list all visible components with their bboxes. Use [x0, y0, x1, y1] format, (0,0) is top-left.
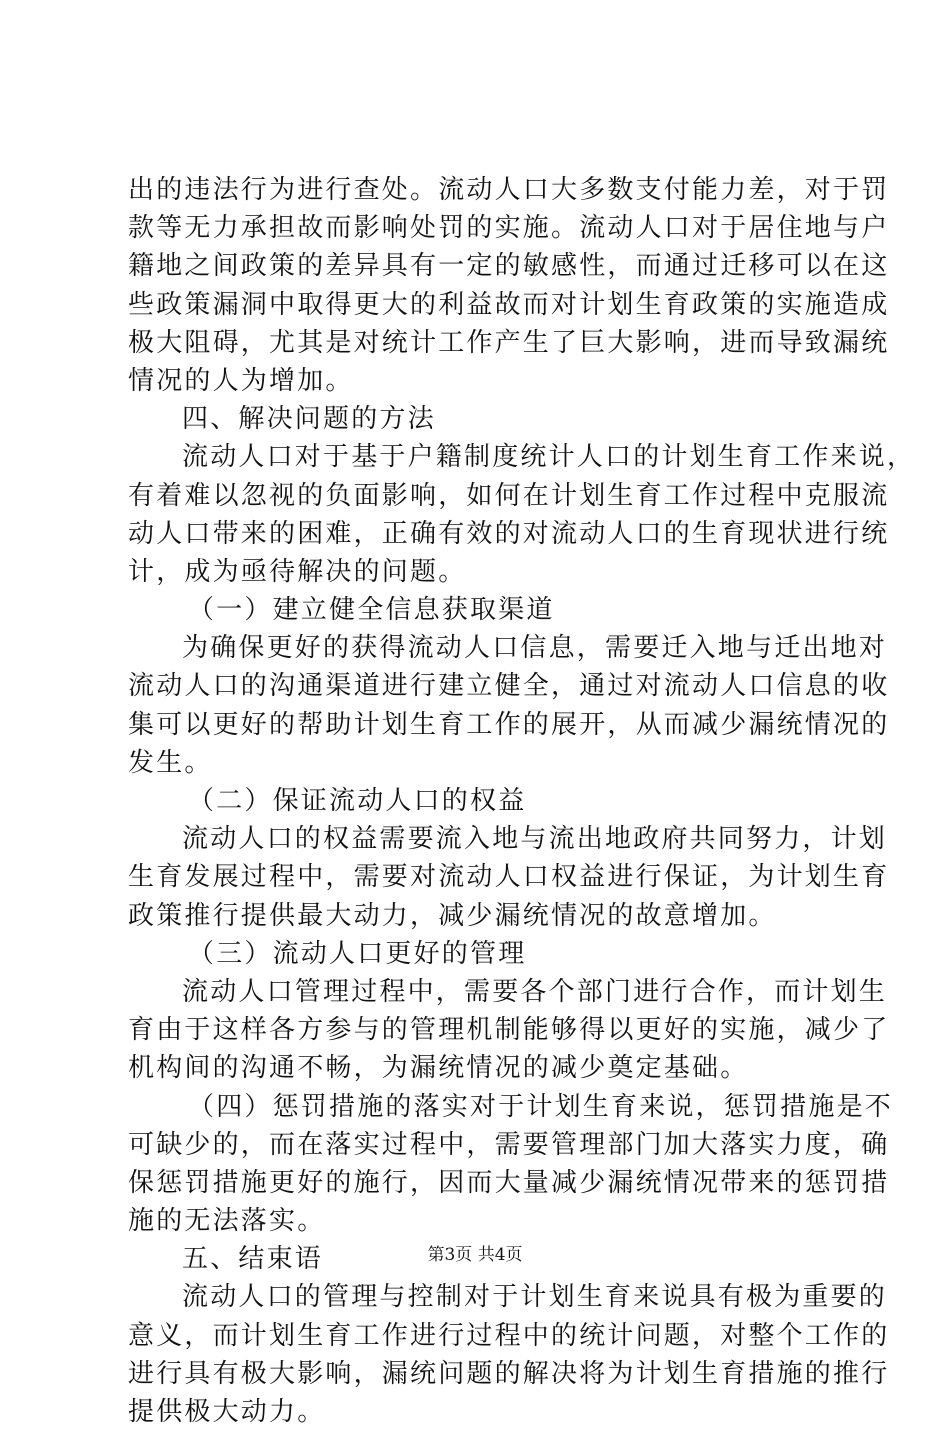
text-line: 极大阻碍，尤其是对统计工作产生了巨大影响，进而导致漏统	[128, 327, 890, 358]
text-line: 动人口带来的困难，正确有效的对流动人口的生育现状进行统	[128, 518, 890, 549]
text-line: 出的违法行为进行查处。流动人口大多数支付能力差，对于罚	[128, 175, 890, 205]
subsection-heading: （一）建立健全信息获取渠道	[188, 595, 555, 626]
subsection-heading: （二）保证流动人口的权益	[188, 786, 527, 816]
text-line: 生育发展过程中，需要对流动人口权益进行保证，为计划生育	[128, 862, 890, 893]
text-line: 可缺少的，而在落实过程中，需要管理部门加大落实力度，确	[128, 1129, 890, 1160]
text-line: 意义，而计划生育工作进行过程中的统计问题，对整个工作的	[128, 1320, 890, 1351]
text-line: 进行具有极大影响，漏统问题的解决将为计划生育措施的推行	[128, 1358, 890, 1389]
text-line: 集可以更好的帮助计划生育工作的展开，从而减少漏统情况的	[128, 709, 890, 740]
text-line: 机构间的沟通不畅，为漏统情况的减少奠定基础。	[128, 1053, 749, 1084]
page-footer	[0, 1244, 950, 1266]
text-line: 流动人口管理过程中，需要各个部门进行合作，而计划生	[182, 976, 888, 1007]
text-line: 保惩罚措施更好的施行，因而大量减少漏统情况带来的惩罚措	[128, 1167, 890, 1198]
page-number-label: 第3页 共4页	[427, 1245, 523, 1265]
section-heading: 五、结束语	[182, 1244, 324, 1275]
subsection-heading: （四）惩罚措施的落实对于计划生育来说，惩罚措施是不	[188, 1091, 894, 1122]
text-line: 流动人口的管理与控制对于计划生育来说具有极为重要的	[182, 1282, 888, 1313]
text-line: 流动人口的权益需要流入地与流出地政府共同努力，计划	[182, 824, 888, 855]
text-line: 有着难以忽视的负面影响，如何在计划生育工作过程中克服流	[128, 480, 890, 511]
text-line: 款等无力承担故而影响处罚的实施。流动人口对于居住地与户	[128, 213, 890, 244]
text-line: 籍地之间政策的差异具有一定的敏感性，而通过迁移可以在这	[128, 251, 890, 282]
section-heading: 四、解决问题的方法	[182, 404, 436, 435]
text-line: 发生。	[128, 747, 213, 778]
text-line: 流动人口对于基于户籍制度统计人口的计划生育工作来说，	[182, 442, 916, 473]
text-line: 流动人口的沟通渠道进行建立健全，通过对流动人口信息的收	[128, 671, 890, 702]
text-line: 些政策漏洞中取得更大的利益故而对计划生育政策的实施造成	[128, 289, 890, 320]
document-body	[128, 171, 916, 1431]
text-line: 政策推行提供最大动力，减少漏统情况的故意增加。	[128, 900, 777, 931]
text-line: 提供极大动力。	[128, 1397, 326, 1427]
subsection-heading: （三）流动人口更好的管理	[188, 938, 527, 969]
text-line: 施的无法落实。	[128, 1206, 326, 1237]
text-line: 为确保更好的获得流动人口信息，需要迁入地与迁出地对	[182, 633, 888, 664]
text-line: 计，成为亟待解决的问题。	[128, 556, 467, 587]
text-line: 育由于这样各方参与的管理机制能够得以更好的实施，减少了	[128, 1015, 890, 1046]
text-line: 情况的人为增加。	[128, 365, 354, 396]
